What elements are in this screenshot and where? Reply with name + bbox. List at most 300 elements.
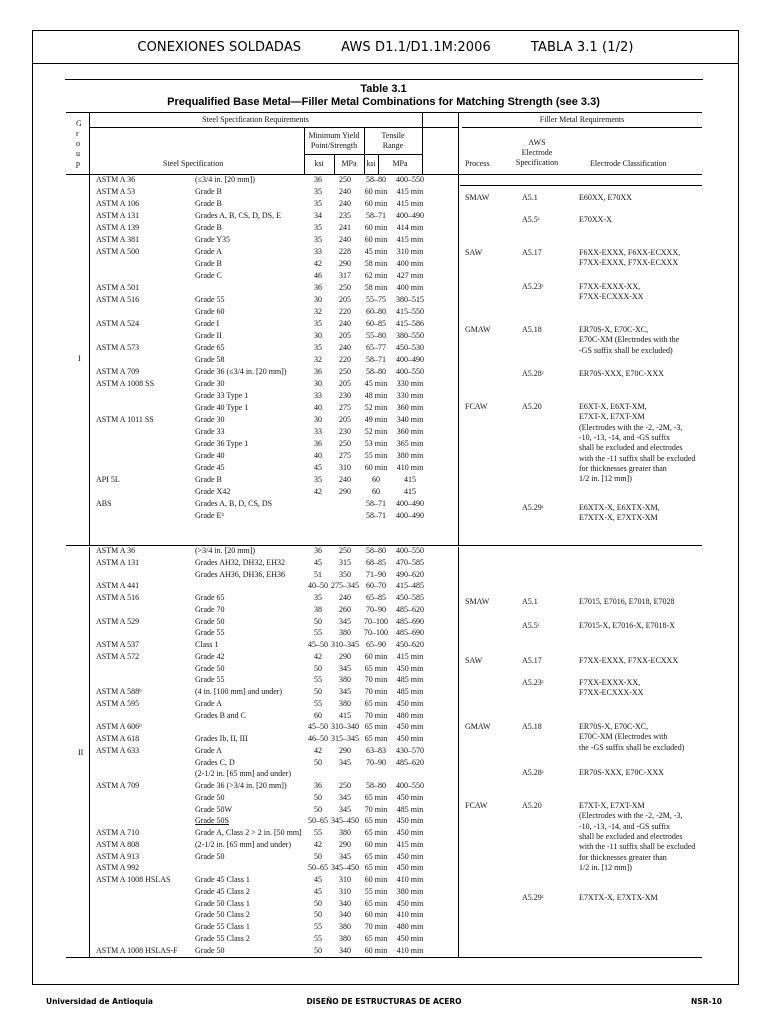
aws-spec-cell: A5.29ᶜ <box>522 503 544 512</box>
ksi-header: ksi <box>314 159 324 168</box>
grade-cell: Grade 45 Class 2 <box>195 886 250 896</box>
yield-mpa-cell: 240 <box>339 343 351 352</box>
electrode-class-cell: ER70S-X, E70C-XC, <box>579 325 649 334</box>
tensile-mpa-cell: 450 min <box>396 792 424 802</box>
grade-cell: Grade A, Class 2 > 2 in. [50 mm] <box>195 828 302 837</box>
yield-ksi-cell: 35 <box>314 475 322 484</box>
yield-mpa-cell: 240 <box>339 187 351 196</box>
aws-spec-cell: A5.29ᶜ <box>522 893 544 902</box>
yield-mpa-cell: 380 <box>339 933 351 943</box>
spec-cell: ASTM A 709 <box>96 367 140 376</box>
grade-cell: Grade 40 Type 1 <box>195 403 249 412</box>
tensile-ksi-cell: 58–71 <box>366 211 386 220</box>
yield-ksi-cell: 30 <box>314 295 322 304</box>
page-header <box>33 31 738 64</box>
yield-ksi-cell: 45 <box>314 886 322 896</box>
tensile-mpa-cell: 450–530 <box>396 343 424 352</box>
yield-ksi-cell: 55 <box>314 922 322 931</box>
yield-mpa-cell: 415 <box>339 710 351 720</box>
tensile-ksi-cell: 60–80 <box>366 307 386 316</box>
tensile-mpa-cell: 480 min <box>396 922 424 931</box>
yield-mpa-cell: 380 <box>339 828 351 837</box>
yield-mpa-cell: 345 <box>339 616 351 626</box>
grade-cell: Grade 50 <box>195 851 225 861</box>
units-rule <box>304 154 422 155</box>
yield-mpa-cell: 250 <box>339 283 351 292</box>
mpa-header: MPa <box>341 159 357 168</box>
yield-mpa-cell: 205 <box>339 295 351 304</box>
tensile-mpa-cell: 330 min <box>396 379 424 388</box>
yield-ksi-cell: 42 <box>314 651 322 661</box>
yield-mpa-cell: 235 <box>339 211 351 220</box>
tensile-ksi-cell: 65 min <box>364 663 388 673</box>
group-letter: o <box>76 139 80 148</box>
yield-mpa-cell: 290 <box>339 651 351 661</box>
tensile-ksi-cell: 70–100 <box>364 616 388 626</box>
electrode-class-cell: E7XTX-X, E7XTX-XM <box>579 513 658 523</box>
yield-ksi-cell: 42 <box>314 839 322 849</box>
grade-cell: Grades A, B, CS, D, DS, E <box>195 211 282 220</box>
electrode-class-cell: F7XX-ECXXX-XX <box>579 688 644 698</box>
footer-course: DISEÑO DE ESTRUCTURAS DE ACERO <box>306 997 462 1006</box>
grade-cell: Grades C, D <box>195 757 235 767</box>
process-cell: SAW <box>465 248 483 257</box>
yield-ksi-cell: 45–50 <box>308 722 328 732</box>
yield-ksi-cell: 30 <box>314 415 322 424</box>
spec-cell: ASTM A 524 <box>96 319 140 328</box>
tensile-mpa-cell: 485 min <box>396 804 424 814</box>
yield-mpa-cell: 315–345 <box>331 734 359 743</box>
grade-cell: Grade B <box>195 259 222 268</box>
tensile-ksi-cell: 60 min <box>364 839 388 849</box>
tensile-mpa-cell: 485–690 <box>396 628 424 638</box>
yield-mpa-cell: 240 <box>339 199 351 208</box>
electrode-class-cell: E70C-XM (Electrodes with <box>579 732 668 742</box>
spec-cell: ASTM A 710 <box>96 828 140 837</box>
spec-cell: ASTM A 1011 SS <box>96 415 154 424</box>
yield-mpa-cell: 345–450 <box>331 816 359 826</box>
aws-spec-cell: A5.1 <box>522 597 538 606</box>
tensile-mpa-cell: 410 min <box>396 875 424 884</box>
yield-ksi-cell: 35 <box>314 187 322 196</box>
aws-spec-cell: A5.28ᶜ <box>522 369 544 378</box>
tensile-mpa-cell: 415 min <box>396 651 424 661</box>
tensile-ksi-cell: 70 min <box>364 804 388 814</box>
grade-cell: Grade 42 <box>195 651 225 661</box>
yield-mpa-cell: 345 <box>339 663 351 673</box>
yield-mpa-cell: 310–340 <box>331 722 359 732</box>
spec-cell: ASTM A 992 <box>96 863 140 873</box>
tensile-ksi-cell: 70 min <box>364 710 388 720</box>
yield-ksi-cell: 50 <box>314 910 322 920</box>
yield-ksi-cell: 45–50 <box>308 640 328 649</box>
yield-ksi-cell: 36 <box>314 781 322 790</box>
grade-cell: Grades AH36, DH36, EH36 <box>195 569 285 579</box>
yield-mpa-cell: 250 <box>339 175 351 184</box>
electrode-class-cell: (Electrodes with the -2, -2M, -3, <box>579 422 683 432</box>
yield-ksi-cell: 32 <box>314 307 322 316</box>
yield-mpa-cell: 241 <box>339 223 351 232</box>
tensile-mpa-cell: 400–490 <box>396 211 424 220</box>
tensile-mpa-cell: 485 min <box>396 687 424 696</box>
yield-ksi-cell: 50–65 <box>308 863 328 873</box>
yield-ksi-cell: 45 <box>314 875 322 884</box>
grade-cell: Grade 45 <box>195 463 225 472</box>
tensile-mpa-cell: 400–550 <box>396 781 424 790</box>
grade-cell: Grade 58 <box>195 355 225 364</box>
electrode-class-cell: with the -11 suffix shall be excluded <box>579 453 696 463</box>
yield-ksi-cell: 45 <box>314 557 322 567</box>
grade-cell: Grade 50 <box>195 616 225 626</box>
yield-ksi-cell: 33 <box>314 247 322 256</box>
grade-cell: Grade 33 Type 1 <box>195 391 249 400</box>
group-label: I <box>78 354 81 363</box>
tensile-mpa-cell: 450–620 <box>396 640 424 649</box>
tensile-mpa-cell: 470–585 <box>396 557 424 567</box>
yield-ksi-cell: 35 <box>314 199 322 208</box>
aws-spec-cell: A5.18 <box>522 325 542 334</box>
tensile-mpa-cell: 415–485 <box>396 581 424 591</box>
tensile-ksi-cell: 58–71 <box>366 499 386 508</box>
process-cell: SMAW <box>465 597 490 606</box>
spec-cell: ASTM A 106 <box>96 199 140 208</box>
tensile-ksi-cell: 68–85 <box>366 557 386 567</box>
yield-ksi-cell: 50 <box>314 687 322 696</box>
aws-spec-cell: A5.1 <box>522 193 538 202</box>
yield-mpa-cell: 380 <box>339 675 351 685</box>
filler-req-rule <box>462 127 702 128</box>
yield-ksi-cell: 50 <box>314 945 322 955</box>
spec-cell: ASTM A 529 <box>96 616 140 626</box>
yield-ksi-cell: 55 <box>314 675 322 685</box>
tensile-ksi-cell: 62 min <box>364 271 388 280</box>
grade-cell: Grade II <box>195 331 222 340</box>
electrode-class-cell: F7XX-EXXX-XX, <box>579 282 641 291</box>
grade-cell: Grade I <box>195 319 220 328</box>
tensile-ksi-cell: 60 <box>372 487 380 496</box>
grade-cell: Grade B <box>195 475 222 484</box>
yield-mpa-cell: 345–450 <box>331 863 359 873</box>
grade-cell: Grade 36 (>3/4 in. [20 mm]) <box>195 781 287 790</box>
tensile-mpa-cell: 450 min <box>396 734 424 743</box>
yield-mpa-cell: 310–345 <box>331 640 359 649</box>
yield-mpa-cell: 250 <box>339 546 351 555</box>
tensile-ksi-cell: 52 min <box>364 403 388 412</box>
grade-cell: (2-1/2 in. [65 mm] and under) <box>195 769 291 779</box>
yield-ksi-cell: 33 <box>314 427 322 436</box>
yield-ksi-cell: 36 <box>314 367 322 376</box>
electrode-class-cell: ER70S-XXX, E70C-XXX <box>579 768 664 777</box>
steel-req-rule <box>89 127 458 128</box>
grade-cell: Grade B <box>195 199 222 208</box>
yield-mpa-cell: 340 <box>339 898 351 908</box>
grade-cell: Grade 36 Type 1 <box>195 439 249 448</box>
group-letter: G <box>76 119 82 128</box>
tensile-mpa-cell: 380 min <box>396 451 424 460</box>
yield-mpa-cell: 317 <box>339 271 351 280</box>
process-cell: GMAW <box>465 722 491 731</box>
tensile-mpa-cell: 415 <box>404 475 416 484</box>
grade-cell: (4 in. [100 mm] and under) <box>195 687 283 696</box>
grade-cell: (2-1/2 in. [65 mm] and under) <box>195 839 291 849</box>
grade-cell: Grade 45 Class 1 <box>195 875 250 884</box>
tensile-ksi-cell: 65 min <box>364 898 388 908</box>
electrode-class-cell: E70XX-X <box>579 215 612 224</box>
grade-cell: Grade 50 <box>195 663 225 673</box>
yield-mpa-cell: 345 <box>339 851 351 861</box>
tensile-ksi-cell: 52 min <box>364 427 388 436</box>
grade-cell: Grade 55 <box>195 295 225 304</box>
steel-filler-divider-g1 <box>458 174 459 546</box>
tensile-mpa-cell: 380–515 <box>396 295 424 304</box>
footer-university: Universidad de Antioquia <box>46 997 153 1006</box>
spec-cell: ASTM A 913 <box>96 851 140 861</box>
spec-cell: ABS <box>96 499 112 508</box>
yield-mpa-cell: 345 <box>339 687 351 696</box>
yield-ksi-cell: 40 <box>314 451 322 460</box>
yield-ksi-cell: 42 <box>314 487 322 496</box>
yield-ksi-cell: 46 <box>314 271 322 280</box>
tensile-mpa-cell: 400–550 <box>396 367 424 376</box>
aws-spec-cell: A5.28ᶜ <box>522 768 544 777</box>
tensile-ksi-cell: 60 <box>372 475 380 484</box>
aws-spec-cell: A5.20 <box>522 801 542 810</box>
tensile-ksi-cell: 65 min <box>364 722 388 732</box>
tensile-mpa-cell: 380 min <box>396 886 424 896</box>
grade-cell: Grade B <box>195 223 222 232</box>
electrode-class-cell: E7015, E7016, E7018, E7028 <box>579 597 675 606</box>
grade-cell: Grade 55 <box>195 628 225 638</box>
yield-mpa-cell: 240 <box>339 593 351 602</box>
tensile-mpa-cell: 415 min <box>396 235 424 244</box>
yield-ksi-cell: 60 <box>314 710 322 720</box>
tensile-ksi-cell: 55 min <box>364 886 388 896</box>
yield-ksi-cell: 55 <box>314 933 322 943</box>
spec-cell: ASTM A 131 <box>96 557 140 567</box>
yield-ksi-cell: 40 <box>314 403 322 412</box>
tensile-ksi-cell: 60 min <box>364 187 388 196</box>
spec-cell: ASTM A 633 <box>96 745 140 755</box>
electrode-class-cell: F7XX-EXXX, F7XX-ECXXX <box>579 656 679 665</box>
yield-mpa-cell: 345 <box>339 792 351 802</box>
yield-ksi-cell: 36 <box>314 175 322 184</box>
grade-cell: Grade 30 <box>195 379 225 388</box>
tensile-ksi-cell: 55–80 <box>366 331 386 340</box>
yield-ksi-cell: 35 <box>314 235 322 244</box>
spec-cell: ASTM A 1008 SS <box>96 379 155 388</box>
tensile-mpa-cell: 400 min <box>396 259 424 268</box>
tensile-mpa-cell: 450–585 <box>396 593 424 602</box>
tensile-mpa-cell: 410 min <box>396 910 424 920</box>
tensile-mpa-cell: 380–550 <box>396 331 424 340</box>
tensile-ksi-cell: 60 min <box>364 223 388 232</box>
electrode-class-cell: F7XX-EXXX, F7XX-ECXXX <box>579 258 679 268</box>
yield-ksi-cell: 35 <box>314 319 322 328</box>
grade-cell: Grade 70 <box>195 604 225 614</box>
tensile-ksi-cell: 65–77 <box>366 343 386 352</box>
yield-ksi-cell: 30 <box>314 379 322 388</box>
tensile-ksi-cell: 65 min <box>364 863 388 873</box>
yield-mpa-cell: 345 <box>339 757 351 767</box>
tensile-ksi-cell: 65–85 <box>366 593 386 602</box>
yield-ksi-cell: 40–50 <box>308 581 328 591</box>
tensile-mpa-cell: 450 min <box>396 698 424 708</box>
tensile-ksi-cell: 65 min <box>364 933 388 943</box>
tensile-mpa-cell: 400–490 <box>396 355 424 364</box>
spec-cell: ASTM A 36 <box>96 175 136 184</box>
aws-spec-cell: A5.5ᶜ <box>522 215 540 224</box>
yield-mpa-cell: 310 <box>339 463 351 472</box>
yield-ksi-cell: 50 <box>314 898 322 908</box>
tensile-ksi-cell: 55–75 <box>366 295 386 304</box>
grade-cell: Grade 50S <box>195 816 229 826</box>
group-letter: u <box>76 149 80 158</box>
yield-mpa-cell: 380 <box>339 628 351 638</box>
yield-mpa-cell: 240 <box>339 475 351 484</box>
group-col-divider-g2 <box>89 547 90 957</box>
grade-cell: Grade B <box>195 187 222 196</box>
spec-cell: ASTM A 381 <box>96 235 140 244</box>
table-number: Table 3.1 <box>360 83 407 95</box>
grade-cell: Class 1 <box>195 640 219 649</box>
spec-cell: ASTM A 573 <box>96 343 140 352</box>
group-col-divider-g1 <box>89 174 90 546</box>
aws-spec-cell: A5.23ᶜ <box>522 282 544 291</box>
yield-mpa-cell: 310 <box>339 886 351 896</box>
yield-ksi-cell: 38 <box>314 604 322 614</box>
grade-cell: Grade 55 Class 2 <box>195 933 250 943</box>
yield-ksi-cell: 34 <box>314 211 322 220</box>
process-cell: GMAW <box>465 325 491 334</box>
electrode-class-cell: ER70S-XXX, E70C-XXX <box>579 369 664 378</box>
grade-cell: Grade 36 (≤3/4 in. [20 mm]) <box>195 367 287 376</box>
yield-mpa-cell: 275 <box>339 403 351 412</box>
spec-cell: ASTM A 1008 HSLAS-F <box>96 945 178 955</box>
spec-cell: ASTM A 606ᵇ <box>96 722 142 732</box>
aws-header: AWS <box>528 138 546 147</box>
electrode-header: Electrode <box>521 148 553 157</box>
yield-ksi-cell: 32 <box>314 355 322 364</box>
spec-cell: ASTM A 131 <box>96 211 140 220</box>
yield-mpa-cell: 205 <box>339 379 351 388</box>
electrode-class-cell: -10, -13, -14, and -GS suffix <box>579 821 670 831</box>
yield-ksi-cell: 35 <box>314 593 322 602</box>
yield-mpa-cell: 250 <box>339 439 351 448</box>
tensile-ksi-cell: 55 min <box>364 451 388 460</box>
spec-cell: ASTM A 139 <box>96 223 140 232</box>
yield-ksi-cell: 50 <box>314 616 322 626</box>
tensile-mpa-cell: 450 min <box>396 663 424 673</box>
tensile-mpa-cell: 360 min <box>396 427 424 436</box>
grade-cell: Grades Ib, II, III <box>195 734 248 743</box>
aws-spec-cell: A5.17 <box>522 656 542 665</box>
grade-cell: (>3/4 in. [20 mm]) <box>195 546 256 555</box>
tensile-ksi-cell: 60–70 <box>366 581 386 591</box>
tensile-ksi-cell: 70–100 <box>364 628 388 638</box>
steel-spec-header: Steel Specification <box>163 159 224 168</box>
header-code: AWS D1.1/D1.1M:2006 <box>341 39 491 55</box>
tensile-mpa-cell: 415 min <box>396 199 424 208</box>
yield-ksi-cell: 36 <box>314 283 322 292</box>
electrode-class-cell: E6XT-X, E6XT-XM, <box>579 402 647 411</box>
grade-cell: Grade 60 <box>195 307 225 316</box>
yield-ksi-cell: 36 <box>314 546 322 555</box>
tensile-mpa-cell: 427 min <box>396 271 424 280</box>
spec-cell: ASTM A 516 <box>96 295 140 304</box>
aws-spec-cell: A5.17 <box>522 248 542 257</box>
tensile-ksi-cell: 58–80 <box>366 546 386 555</box>
aws-spec-cell: A5.18 <box>522 722 542 731</box>
electrode-class-cell: E60XX, E70XX <box>579 193 632 202</box>
tensile-mpa-cell: 430–570 <box>396 745 424 755</box>
electrode-class-cell: with the -11 suffix shall be excluded <box>579 842 696 852</box>
tensile-ksi-header: ksi <box>366 159 376 168</box>
tensile-mpa-cell: 480 min <box>396 710 424 720</box>
tensile-mpa-cell: 490–620 <box>396 569 424 579</box>
electrode-class-cell: F7XX-ECXXX-XX <box>579 292 644 302</box>
electrode-class-cell: shall be excluded and electrodes <box>579 443 683 453</box>
grade-cell: Grade A <box>195 745 222 755</box>
yield-mpa-cell: 275–345 <box>331 581 359 591</box>
process-cell: SMAW <box>465 193 490 202</box>
grade-cell: Grade 40 <box>195 451 225 460</box>
tensile-mpa-cell: 310 min <box>396 247 424 256</box>
tensile-ksi-cell: 65 min <box>364 828 388 837</box>
tensile-mpa-cell: 415–550 <box>396 307 424 316</box>
group-label: II <box>78 748 84 757</box>
yield-ksi-cell: 50 <box>314 804 322 814</box>
electrode-class-cell: E6XTX-X, E6XTX-XM, <box>579 503 660 512</box>
spec-cell: ASTM A 516 <box>96 593 140 602</box>
tensile-ksi-cell: 65 min <box>364 816 388 826</box>
electrode-class-cell: E7XT-X, E7XT-XM <box>579 801 645 810</box>
tensile-mpa-cell: 415 min <box>396 839 424 849</box>
tensile-ksi-cell: 60–85 <box>366 319 386 328</box>
tensile-ksi-cell: 60 min <box>364 945 388 955</box>
yield-ksi-cell: 35 <box>314 343 322 352</box>
grade-cell: Grades B and C <box>195 710 246 720</box>
yield-ksi-cell: 42 <box>314 745 322 755</box>
tensile-mpa-cell: 410 min <box>396 945 424 955</box>
spec-cell: ASTM A 53 <box>96 187 136 196</box>
tensile-ksi-cell: 70 min <box>364 687 388 696</box>
tensile-ksi-cell: 65–90 <box>366 640 386 649</box>
tensile-ksi-cell: 70–90 <box>366 757 386 767</box>
yield-mpa-cell: 275 <box>339 451 351 460</box>
process-cell: FCAW <box>465 402 488 411</box>
yield-mpa-cell: 310 <box>339 875 351 884</box>
yield-mpa-cell: 340 <box>339 945 351 955</box>
filler-req-header: Filler Metal Requirements <box>539 115 625 124</box>
tensile-ksi-cell: 60 min <box>364 463 388 472</box>
grade-cell: Grade 50 <box>195 792 225 802</box>
spec-cell: ASTM A 595 <box>96 698 140 708</box>
steel-filler-divider-g2 <box>458 547 459 957</box>
g1-filler-rule-top <box>460 185 702 186</box>
yield-mpa-cell: 240 <box>339 319 351 328</box>
grade-cell: Grade 55 <box>195 675 225 685</box>
yield-ksi-cell: 51 <box>314 569 322 579</box>
specification-header: Specification <box>515 158 559 167</box>
tensile-ksi-cell: 60 min <box>364 199 388 208</box>
tensile-ksi-cell: 58–80 <box>366 781 386 790</box>
tensile-mpa-cell: 485 min <box>396 675 424 685</box>
tensile-ksi-cell: 71–90 <box>366 569 386 579</box>
tensile-mpa-cell: 415 <box>404 487 416 496</box>
yield-ksi-cell: 35 <box>314 223 322 232</box>
spec-cell: ASTM A 808 <box>96 839 140 849</box>
yield-ksi-cell: 46–50 <box>308 734 328 743</box>
